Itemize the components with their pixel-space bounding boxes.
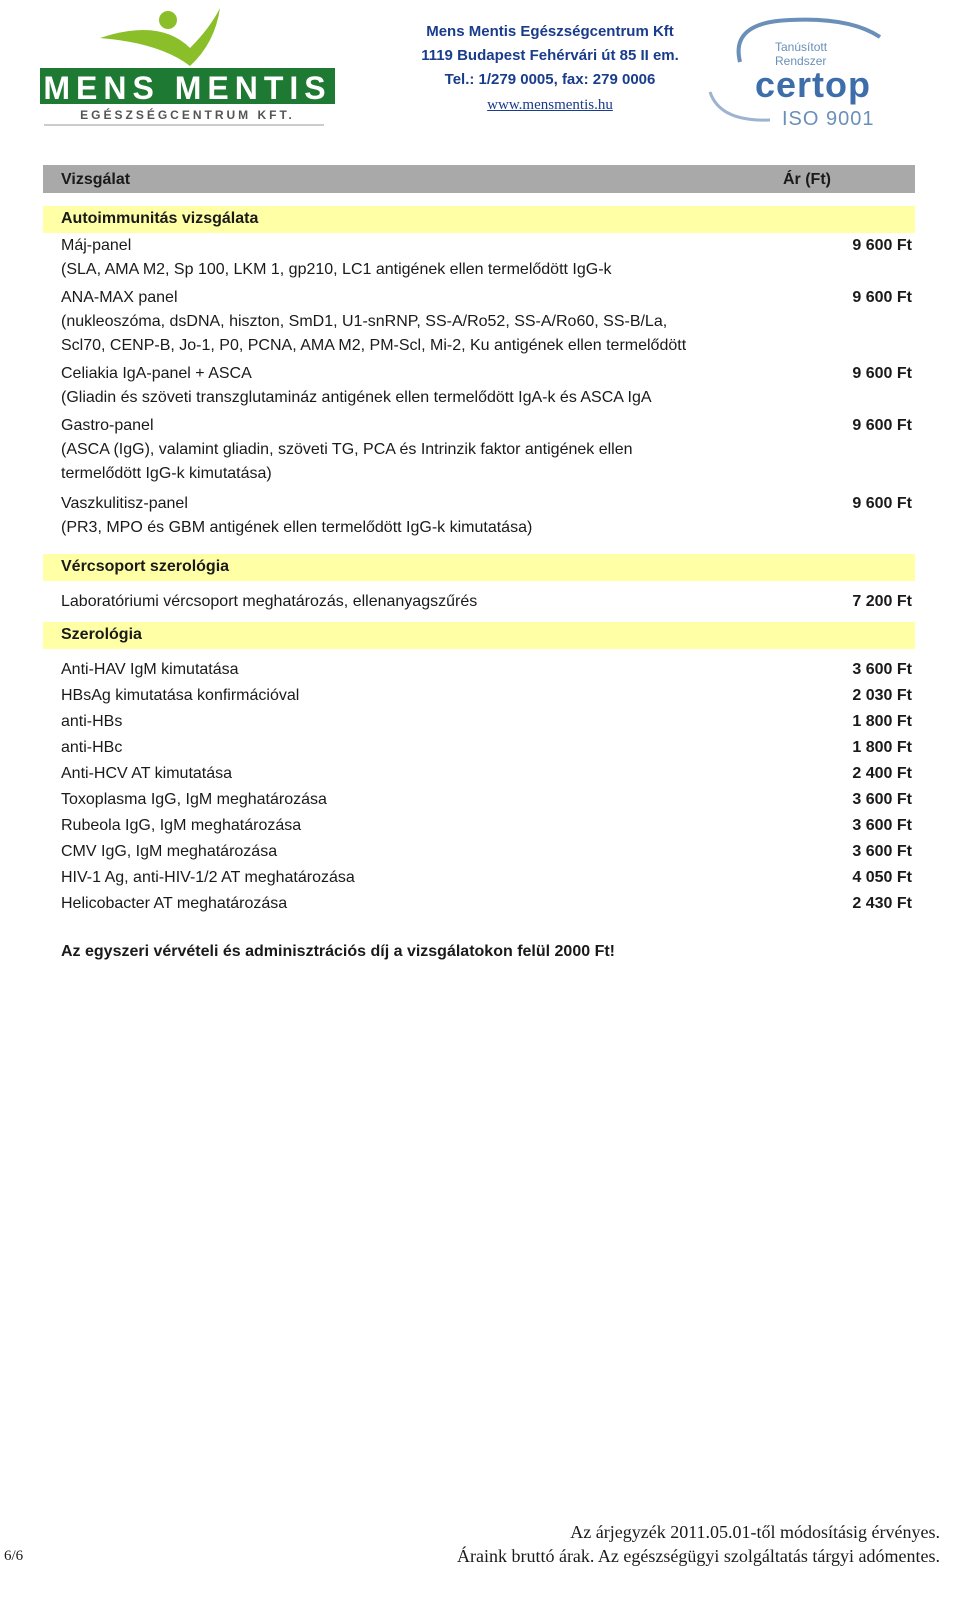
test-name: Gastro-panel (61, 417, 154, 434)
section-header-autoimmune: Autoimmunitás vizsgálata (43, 206, 915, 233)
test-price: 3 600 Ft (852, 791, 912, 808)
logo-figure-icon (40, 8, 335, 68)
test-description: termelődött IgG-k kimutatása) (61, 465, 272, 482)
page-number: 6/6 (4, 1548, 24, 1564)
list-item (61, 286, 686, 356)
test-price: 9 600 Ft (852, 417, 912, 434)
logo-wordmark: MENS MENTIS (43, 70, 332, 106)
org-website-link[interactable]: www.mensmentis.hu (487, 97, 613, 113)
test-price: 9 600 Ft (852, 495, 912, 512)
test-name: Laboratóriumi vércsoport meghatározás, ellenanyagszűrés (61, 593, 478, 610)
test-price: 3 600 Ft (852, 843, 912, 860)
org-name: Mens Mentis Egészségcentrum Kft (426, 23, 674, 40)
org-phone: Tel.: 1/279 0005, fax: 279 0006 (444, 71, 656, 88)
test-name: Celiakia IgA-panel + ASCA (61, 365, 252, 382)
test-name: Vaszkulitisz-panel (61, 495, 188, 512)
test-name: HBsAg kimutatása konfirmációval (61, 687, 300, 704)
test-price: 1 800 Ft (852, 713, 912, 730)
org-address: 1119 Budapest Fehérvári út 85 II em. (421, 47, 679, 64)
test-name: Máj-panel (61, 237, 132, 254)
test-price: 9 600 Ft (852, 237, 912, 254)
test-price: 1 800 Ft (852, 739, 912, 756)
test-name: anti-HBs (61, 713, 123, 730)
table-header (43, 165, 915, 193)
list-item (61, 492, 532, 540)
section-header-serology: Szerológia (43, 622, 915, 649)
test-price: 3 600 Ft (852, 817, 912, 834)
cert-iso: ISO 9001 (782, 108, 875, 130)
test-name: ANA-MAX panel (61, 289, 178, 306)
test-price: 9 600 Ft (852, 289, 912, 306)
test-description: (SLA, AMA M2, Sp 100, LKM 1, gp210, LC1 antigének ellen termelődött IgG-k (61, 261, 612, 278)
column-header-test: Vizsgálat (61, 171, 131, 188)
test-name: CMV IgG, IgM meghatározása (61, 843, 278, 860)
certification-logo (700, 12, 925, 130)
test-name: Helicobacter AT meghatározása (61, 895, 288, 912)
cert-label: Tanúsított Rendszer (775, 40, 828, 68)
test-price: 3 600 Ft (852, 661, 912, 678)
organization-info (380, 20, 720, 118)
section-header-blood-group: Vércsoport szerológia (43, 554, 915, 581)
logo-subtitle: EGÉSZSÉGCENTRUM KFT. (80, 108, 295, 122)
logo-underline (44, 124, 324, 126)
company-logo (40, 8, 335, 126)
test-name: anti-HBc (61, 739, 123, 756)
test-name: Toxoplasma IgG, IgM meghatározása (61, 791, 327, 808)
test-description: Scl70, CENP-B, Jo-1, P0, PCNA, AMA M2, PM-Scl, Mi-2, Ku antigének ellen termelődött (61, 337, 687, 354)
test-price: 9 600 Ft (852, 365, 912, 382)
test-name: Anti-HCV AT kimutatása (61, 765, 233, 782)
column-header-price: Ár (Ft) (783, 171, 831, 188)
cert-brand: certop (755, 64, 872, 105)
test-description: (PR3, MPO és GBM antigének ellen termelődött IgG-k kimutatása) (61, 519, 533, 536)
list-item (61, 234, 612, 282)
test-price: 2 430 Ft (852, 895, 912, 912)
fee-note: Az egyszeri vérvételi és adminisztrációs díj a vizsgálatokon felül 2000 Ft! (61, 943, 615, 960)
test-price: 2 400 Ft (852, 765, 912, 782)
list-item (61, 414, 633, 486)
test-price: 4 050 Ft (852, 869, 912, 886)
test-description: (ASCA (IgG), valamint gliadin, szöveti TG, PCA és Intrinzik faktor antigének ellen (61, 441, 633, 458)
list-item (61, 362, 652, 410)
list-item (61, 590, 477, 614)
test-price: 2 030 Ft (852, 687, 912, 704)
test-name: Anti-HAV IgM kimutatása (61, 661, 239, 678)
test-name: HIV-1 Ag, anti-HIV-1/2 AT meghatározása (61, 869, 355, 886)
test-name: Rubeola IgG, IgM meghatározása (61, 817, 302, 834)
test-price: 7 200 Ft (852, 593, 912, 610)
footer-validity: Az árjegyzék 2011.05.01-től módosításig érvényes. (570, 1522, 940, 1542)
footer-tax-note: Áraink bruttó árak. Az egészségügyi szolgáltatás tárgyi adómentes. (456, 1546, 940, 1566)
test-description: (Gliadin és szöveti transzglutamináz antigének ellen termelődött IgA-k és ASCA IgA (61, 389, 652, 406)
test-description: (nukleoszóma, dsDNA, hiszton, SmD1, U1-snRNP, SS-A/Ro52, SS-A/Ro60, SS-B/La, (61, 313, 668, 330)
